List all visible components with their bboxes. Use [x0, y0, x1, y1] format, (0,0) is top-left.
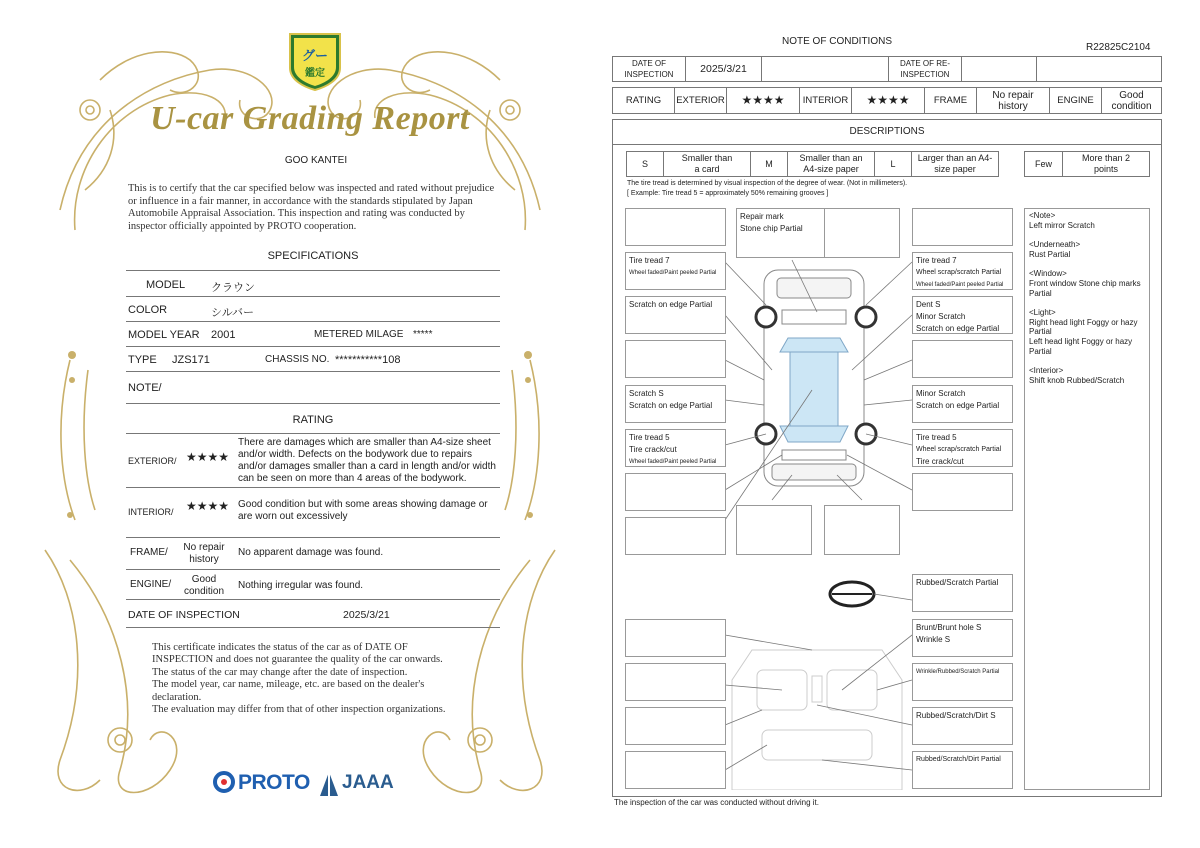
- rating-label: RATING: [612, 87, 675, 114]
- type-label: TYPE: [128, 354, 157, 366]
- note-line: Dent S: [916, 300, 941, 309]
- interior-stars: ★★★★: [851, 87, 925, 114]
- divider: [126, 371, 500, 372]
- note-box-empty: [736, 505, 812, 555]
- report-script-title: U-car Grading Report: [150, 100, 470, 137]
- engine-value: Good condition: [183, 574, 225, 597]
- frame-description: No apparent damage was found.: [238, 547, 384, 558]
- frame-value: No repair history: [183, 542, 225, 565]
- disclaimer: [152, 642, 502, 716]
- disclaimer-line: The status of the car may change after the date of inspection.: [152, 666, 408, 678]
- note-line: Tire crack/cut: [916, 457, 964, 466]
- note-box-empty: [625, 517, 726, 555]
- car-glass: [780, 338, 848, 442]
- note-line: Scratch on edge Partial: [629, 401, 713, 410]
- side-note-line: [1029, 357, 1145, 367]
- chassis-value: ***********108: [335, 354, 401, 366]
- note-box-empty: [625, 473, 726, 511]
- disclaimer-line: This certificate indicates the status of the car as of DATE OF: [152, 642, 408, 653]
- note-line: Wrinkle/Rubbed/Scratch Partial: [916, 669, 1000, 675]
- engine-label: ENGINE: [1049, 87, 1102, 114]
- note-box-empty: [912, 473, 1013, 511]
- certify-text: This is to certify that the car specified below was inspected and rated without prejudice or influence in a fair manner, in accordance with the standards stipulated by Japan Automobile Appraisal Association. This inspection and rating was conducted by inspector officially appointed by PROTO cooperation.: [128, 183, 495, 232]
- date-reinspection-label: DATE OF RE-INSPECTION: [888, 56, 962, 82]
- note-line: Brunt/Brunt hole S: [916, 623, 982, 632]
- note-line: Wheel scrap/scratch Partial: [916, 446, 1002, 453]
- side-note-line: [1029, 260, 1145, 270]
- note-line: Scratch S: [629, 389, 664, 398]
- legend-m: M: [750, 151, 788, 177]
- report-subtitle: GOO KANTEI: [284, 155, 348, 166]
- rating-heading: RATING: [292, 414, 334, 426]
- note-box-right-tire-rear: [912, 429, 1013, 467]
- side-note-line: [1029, 298, 1145, 308]
- legend-l: L: [874, 151, 912, 177]
- note-box-empty: [625, 751, 726, 789]
- exterior-description: There are damages which are smaller than A4-size sheet and/or width. Defects on the bodywork due to repairs and/or damages smaller than a card in length and/or width can be seen on more than 4 areas of the bodywork.: [238, 437, 496, 484]
- type-value: JZS171: [172, 354, 210, 366]
- exterior-label: EXTERIOR: [674, 87, 727, 114]
- divider: [126, 346, 500, 347]
- blank-cell: [761, 56, 889, 82]
- frame-value: No repair history: [976, 87, 1050, 114]
- note-box-empty: [625, 663, 726, 701]
- interior-label: INTERIOR/: [128, 507, 174, 517]
- note-line: Minor Scratch: [916, 312, 966, 321]
- note-line: Wheel faded/Paint peeled Partial: [916, 282, 1004, 288]
- divider: [126, 403, 500, 404]
- note-line: Stone chip Partial: [740, 224, 803, 233]
- note-box-right-minor: [912, 385, 1013, 423]
- blank-cell: [1036, 56, 1162, 82]
- legend-few: Few: [1024, 151, 1063, 177]
- side-note-line: <Light>: [1029, 307, 1056, 317]
- note-line: Wheel faded/Paint peeled Partial: [629, 459, 717, 465]
- side-note-line: Right head light Foggy or hazy Partial: [1029, 317, 1138, 337]
- disclaimer-line: The model year, car name, mileage, etc. are based on the dealer's: [152, 679, 425, 691]
- legend-s: S: [626, 151, 664, 177]
- chassis-label: CHASSIS NO.: [265, 354, 330, 365]
- engine-description: Nothing irregular was found.: [238, 580, 364, 591]
- note-box-empty: [824, 505, 900, 555]
- legend-m-desc: Smaller than an A4-size paper: [787, 151, 875, 177]
- side-note-line: Rust Partial: [1029, 249, 1071, 259]
- note-box-right-dent: [912, 296, 1013, 334]
- note-line: Rubbed/Scratch Partial: [916, 578, 999, 587]
- note-line: Rubbed/Scratch/Dirt S: [916, 711, 996, 720]
- note-box-steering: [912, 574, 1013, 612]
- note-box-interior-1: [912, 619, 1013, 657]
- interior-stars: ★★★★: [186, 499, 230, 513]
- model-value: クラウン: [211, 282, 255, 294]
- note-line: Tire tread 5: [629, 433, 670, 442]
- note-box-empty: [625, 619, 726, 657]
- divider: [126, 321, 500, 322]
- mileage-label: METERED MILAGE: [314, 329, 404, 340]
- steering-wheel-icon: [830, 582, 874, 606]
- note-box-top-center: [736, 208, 837, 258]
- footer-note: The inspection of the car was conducted without driving it.: [614, 798, 819, 807]
- note-label: NOTE/: [128, 382, 162, 394]
- model-year-label: MODEL YEAR: [128, 329, 200, 341]
- date-inspection-value: 2025/3/21: [685, 56, 762, 82]
- note-box-left-scratch-edge: [625, 296, 726, 334]
- exterior-label: EXTERIOR/: [128, 456, 177, 466]
- note-line: Scratch on edge Partial: [916, 324, 1000, 333]
- note-box-right-tire-front: [912, 252, 1013, 290]
- proto-logo-text: PROTO: [238, 771, 310, 794]
- note-box-empty: [625, 208, 726, 246]
- exterior-stars: ★★★★: [726, 87, 800, 114]
- disclaimer-line: The evaluation may differ from that of other inspection organizations.: [152, 704, 446, 716]
- divider: [126, 296, 500, 297]
- date-inspection-label: DATE OF INSPECTION: [612, 56, 686, 82]
- side-note-line: Shift knob Rubbed/Scratch: [1029, 375, 1125, 385]
- color-label: COLOR: [128, 304, 168, 316]
- note-box-left-scratch-s: [625, 385, 726, 423]
- note-box-empty: [625, 340, 726, 378]
- side-note-line: <Window>: [1029, 269, 1067, 279]
- note-line: Tire tread 7: [916, 256, 957, 265]
- divider: [126, 569, 500, 570]
- date-value: 2025/3/21: [343, 609, 390, 621]
- frame-label: FRAME: [924, 87, 977, 114]
- divider: [126, 627, 500, 628]
- svg-text:グー: グー: [301, 49, 329, 64]
- note-line: Scratch on edge Partial: [629, 300, 713, 309]
- note-box-interior-2: [912, 663, 1013, 701]
- tread-example: [ Example: Tire tread 5 = approximately 50% remaining grooves ]: [627, 190, 829, 197]
- disclaimer-line: INSPECTION and does not guarantee the quality of the car onwards.: [152, 654, 443, 666]
- goo-kantei-badge-icon: [286, 30, 344, 92]
- interior-label: INTERIOR: [799, 87, 852, 114]
- mileage-value: *****: [413, 329, 433, 340]
- date-reinspection-value: [961, 56, 1037, 82]
- note-line: Tire tread 7: [629, 256, 670, 265]
- legend-s-desc: Smaller than a card: [663, 151, 751, 177]
- note-box-empty: [625, 707, 726, 745]
- note-line: Tire tread 5: [916, 433, 957, 442]
- side-note-line: <Underneath>: [1029, 240, 1081, 250]
- note-box-interior-4: [912, 751, 1013, 789]
- engine-value: Good condition: [1101, 87, 1162, 114]
- specs-heading: SPECIFICATIONS: [267, 250, 359, 262]
- note-box-empty: [912, 208, 1013, 246]
- note-line: Wheel faded/Paint peeled Partial: [629, 270, 717, 276]
- date-label: DATE OF INSPECTION: [128, 609, 240, 621]
- side-note-line: [1029, 230, 1145, 240]
- note-line: Wrinkle S: [916, 635, 951, 644]
- divider: [126, 487, 500, 488]
- engine-label: ENGINE/: [130, 579, 172, 590]
- color-value: シルバー: [211, 307, 254, 319]
- descriptions-heading: DESCRIPTIONS: [612, 119, 1162, 145]
- divider: [126, 599, 500, 600]
- note-box-left-tire-rear: [625, 429, 726, 467]
- side-note-line: Left head light Foggy or hazy Partial: [1029, 337, 1133, 356]
- note-line: Minor Scratch: [916, 389, 966, 398]
- note-line: Rubbed/Scratch/Dirt Partial: [916, 756, 1001, 763]
- svg-text:鑑定: 鑑定: [305, 68, 325, 79]
- exterior-stars: ★★★★: [186, 450, 230, 464]
- disclaimer-line: declaration.: [152, 691, 202, 703]
- note-line: Scratch on edge Partial: [916, 401, 1000, 410]
- legend-l-desc: Larger than an A4-size paper: [911, 151, 999, 177]
- note-box-left-tire-front: [625, 252, 726, 290]
- legend-few-desc: More than 2 points: [1062, 151, 1150, 177]
- note-box-empty: [912, 340, 1013, 378]
- divider: [126, 433, 500, 434]
- side-note-line: Front window Stone chip marks Partial: [1029, 278, 1141, 298]
- interior-outline: [732, 650, 902, 790]
- interior-description: Good condition but with some areas showing damage or are worn out excessively: [238, 499, 488, 522]
- model-year-value: 2001: [211, 329, 236, 341]
- note-line: Repair mark: [740, 212, 784, 221]
- side-note-line: <Interior>: [1029, 366, 1064, 376]
- reference-number: R22825C2104: [1086, 42, 1151, 53]
- proto-logo-icon: [212, 770, 238, 796]
- side-note-line: Left mirror Scratch: [1029, 220, 1095, 230]
- note-box-interior-3: [912, 707, 1013, 745]
- note-line: Wheel scrap/scratch Partial: [916, 269, 1002, 276]
- frame-label: FRAME/: [130, 547, 168, 558]
- tread-note: The tire tread is determined by visual inspection of the degree of wear. (Not in millimeters).: [627, 180, 908, 187]
- side-note-line: <Note>: [1029, 211, 1056, 220]
- model-label: MODEL: [146, 279, 186, 291]
- side-notes-panel: [1024, 208, 1150, 790]
- jaaa-logo-text: JAAA: [342, 772, 394, 793]
- jaaa-logo-icon: [318, 770, 340, 798]
- divider: [126, 537, 500, 538]
- note-box-empty: [824, 208, 900, 258]
- note-line: Tire crack/cut: [629, 445, 677, 454]
- note-title: NOTE OF CONDITIONS: [782, 36, 892, 47]
- divider: [126, 270, 500, 271]
